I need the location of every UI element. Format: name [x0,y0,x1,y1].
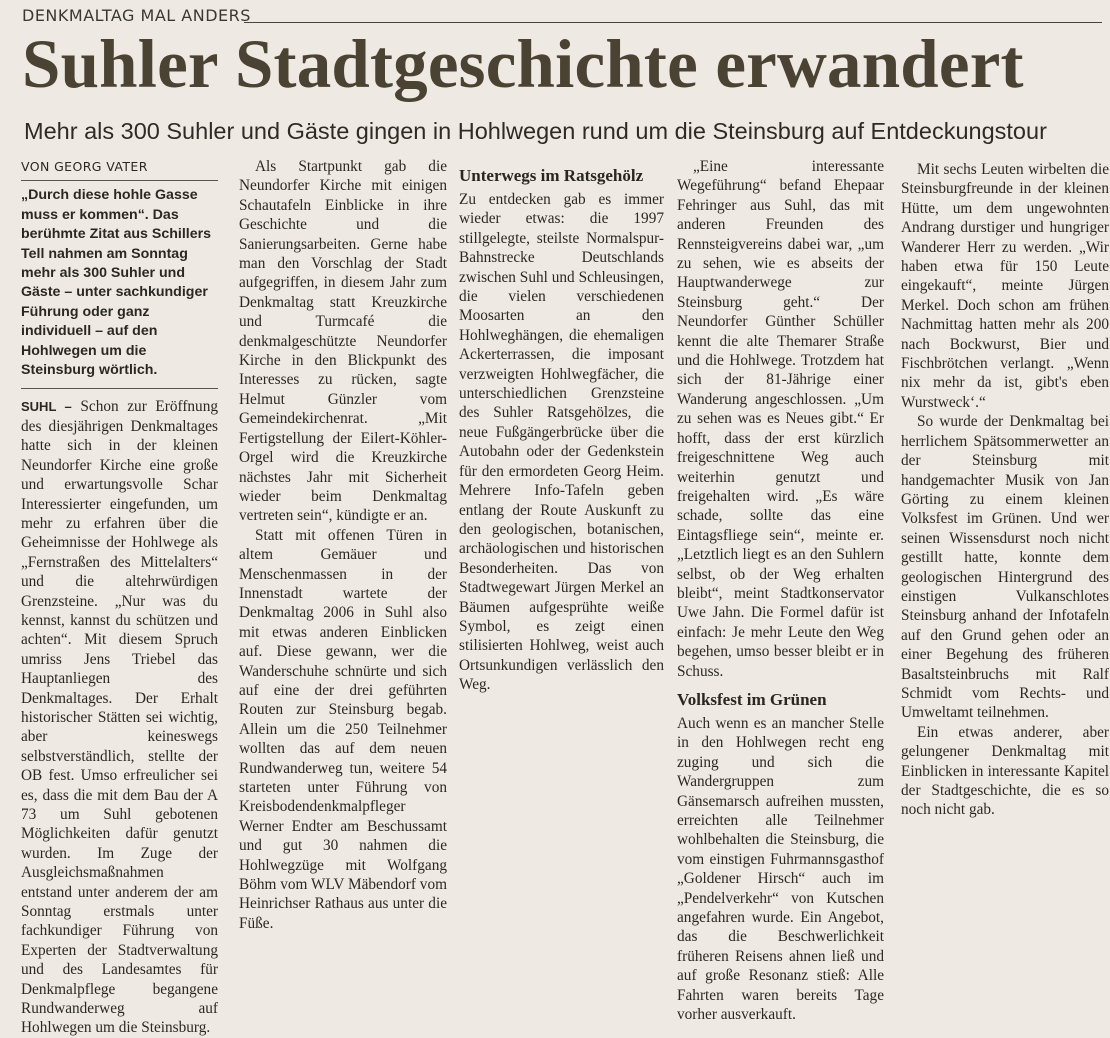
kicker-row [22,6,1102,28]
subhead-volksfest: Volksfest im Grünen [677,689,827,709]
body-paragraph-1 [21,397,218,1037]
kicker: DENKMALTAG MAL ANDERS [22,6,251,25]
lead-paragraph: „Durch diese hohle Gasse muss er kommen“. Das berühmte Zitat aus Schillers Tell nahmen am Sonntag mehr als 300 Suhler und Gäste – unter sachkundiger Führung oder ganz individuell – auf den Hohlwegen um die Steinsburg wörtlich. [21,186,218,389]
column-4 [677,157,884,1024]
kicker-rule [244,22,1102,23]
body-paragraph-5: „Eine interessante Wegeführung“ befand Ehepaar Fehringer aus Suhl, das mit anderen Freunden des Rennsteigvereins dabei war, „um zu sehen, wie es abseits der Hauptwanderwege zur Steinsburg geht.“ Der Neundorfer Günther Schüller kennt die alte Themarer Straße und die Hohlwege. Trotzdem hat sich der 81-Jährige einer Wanderung angeschlossen. „Um zu sehen was es Neues gibt.“ Er hofft, dass der erst kürzlich freigeschnittene Weg auch weiterhin genutzt und freigehalten wird. „Es wäre schade, sollte das eine Eintagsfliege sein“, meinte er. „Letztlich liegt es an den Suhlern selbst, ob der Weg erhalten bleibt“, meint Stadtkonservator Uwe Jahn. Die Formel dafür ist einfach: Je mehr Leute den Weg begehen, umso besser bleibt er in Schuss. [677,158,884,680]
body-text-1-part: Schon zur Eröffnung des diesjährigen Denkmaltages hatte sich in der kleinen Neundorfer Kirche eine große und erwartungsvolle Schar Interessierter eingefunden, um mehr zu erfahren über die Geheimnisse der Hohlwege als „Fernstraßen des Mittelalters“ und die altehrwürdigen Grenzsteine. „Nur was du kennst, kannst du schützen und achten“. Mit diesem Spruch umriss Jens Triebel das Hauptanliegen des Denkmaltages. Der Erhalt historischer Stätten sei wichtig, aber keineswegs selbstverständlich, stellte der OB fest. Umso erfreulicher sei es, dass die mit dem Bau der A 73 um Suhl gebotenen Möglichkeiten dafür genutzt wurden. Im Zuge der Ausgleichsmaßnahmen entstand unter anderem der am Sonntag erstmals unter fachkundiger Führung von Experten der Stadtverwaltung und des Landesamtes für Denkmalpflege begangene Rundwanderweg auf Hohlwegen um die Steinsburg. [21,398,219,1037]
column-3 [459,157,664,763]
dateline: SUHL – [21,399,72,415]
body-paragraph-7: Mit sechs Leuten wirbelten die Steinsburgfreunde in der kleinen Hütte, um dem ungewohnten Andrang durstiger und hungriger Wanderer Herr zu werden. „Wir haben etwa für 150 Leute eingekauft“, meinte Jürgen Merkel. Doch schon am frühen Nachmittag hatten mehr als 200 nach Bockwurst, Bier und Fischbrötchen verlangt. „Wenn nix mehr da ist, gibt's eben Wurstweck‘.“ [901,161,1109,411]
body-paragraph-8: So wurde der Denkmaltag bei herrlichem Spätsommerwetter an der Steinsburg mit handgemachter Musik von Jan Görting zu einem kleinen Volksfest im Grünen. Und wer seinen Wissensdurst noch nicht gestillt hatte, konnte dem geologischen Hintergrund des einstigen Vulkanschlotes Steinsburg anhand der Infotafeln auf den Grund gehen oder an einer Begehung des früheren Basaltsteinbruchs mit Ralf Schmidt vom Rechts- und Umweltamt teilnehmen. [901,413,1109,722]
headline: Suhler Stadtgeschichte erwandert [22,26,1024,102]
body-paragraph-4: Zu entdecken gab es immer wieder etwas: die 1997 stillgelegte, steilste Normalspur-Bahnstrecke Deutschlands zwischen Suhl und Schleusingen, die vielen verschiedenen Moosarten an den Hohlweghängen, die ehemaligen Ackerterrassen, die imposant verzweigten Hohlwegfächer, die unterschiedlichen Grenzsteine des Suhler Ratsgehölzes, die neue Fußgängerbrücke über die Autobahn oder der Gedenkstein für den ermordeten Georg Heim. Mehrere Info-Tafeln geben entlang der Route Auskunft zu den geologischen, botanischen, archäologischen und historischen Besonderheiten. Das von Stadtwegewart Jürgen Merkel an Bäumen aufgesprühte weiße Symbol, es zeigt einen stilisierten Hohlweg, weist auch Ortsunkundigen verlässlich den Weg. [459,191,664,694]
body-paragraph-9: Ein etwas anderer, aber gelungener Denkmaltag mit Einblicken in interessante Kapitel der Stadtgeschichte, die es so noch nicht gab. [901,723,1109,819]
subheadline: Mehr als 300 Suhler und Gäste gingen in Hohlwegen rund um die Steinsburg auf Entdeckungstour [24,118,1047,144]
column-1 [21,157,219,1037]
body-paragraph-2: Als Startpunkt gab die Neundorfer Kirche mit einigen Schautafeln Einblicke in ihre Geschichte und die Sanierungsarbeiten. Gerne habe man den Vorschlag der Stadt aufgegriffen, in diesem Jahr zum Denkmaltag statt Kreuzkirche und Turmcafé die denkmalgeschützte Neundorfer Kirche in den Blickpunkt des Interesses zu rücken, sagte Helmut Günzler vom Gemeindekirchenrat. „Mit Fertigstellung der Eilert-Köhler-Orgel wird die Kreuzkirche nächstes Jahr mit Sicherheit wieder beim Denkmaltag vertreten sein“, kündigte er an. [239,158,447,525]
body-paragraph-3: Statt mit offenen Türen in altem Gemäuer und Menschenmassen in der Innenstadt wartete der Denkmaltag 2006 in Suhl also mit etwas anderen Einblicken auf. Diese gewann, wer die Wanderschuhe schnürte und sich auf eine der drei geführten Routen zur Steinsburg begab. Allein um die 250 Teilnehmer wollten das auf dem neuen Rundwanderweg tun, weitere 54 starteten unter Führung von Kreisbodendenkmalpfleger Werner Endter am Beschussamt und gut 30 nahmen die Hohlwegzüge mit Wolfgang Böhm vom WLV Mäbendorf vom Heinrichser Rathaus aus unter die Füße. [239,526,447,932]
subhead-ratsgehoelz: Unterwegs im Ratsgehölz [459,166,644,185]
column-2 [239,157,447,932]
column-5 [901,160,1109,819]
byline: VON GEORG VATER [21,157,218,181]
body-paragraph-6: Auch wenn es an mancher Stelle in den Hohlwegen recht eng zuging und sich die Wandergruppen zum Gänsemarsch aufreihen mussten, erreichten alle Teilnehmer wohlbehalten die Steinsburg, die vom einstigen Fuhrmannsgasthof „Goldener Hirsch“ auch im „Pendelverkehr“ von Kutschen angefahren wurde. Ein Angebot, das die Beschwerlichkeit früheren Reisens ahnen ließ und auf große Resonanz stieß: Alle Fahrten waren bereits Tage vorher ausverkauft. [677,714,884,1024]
